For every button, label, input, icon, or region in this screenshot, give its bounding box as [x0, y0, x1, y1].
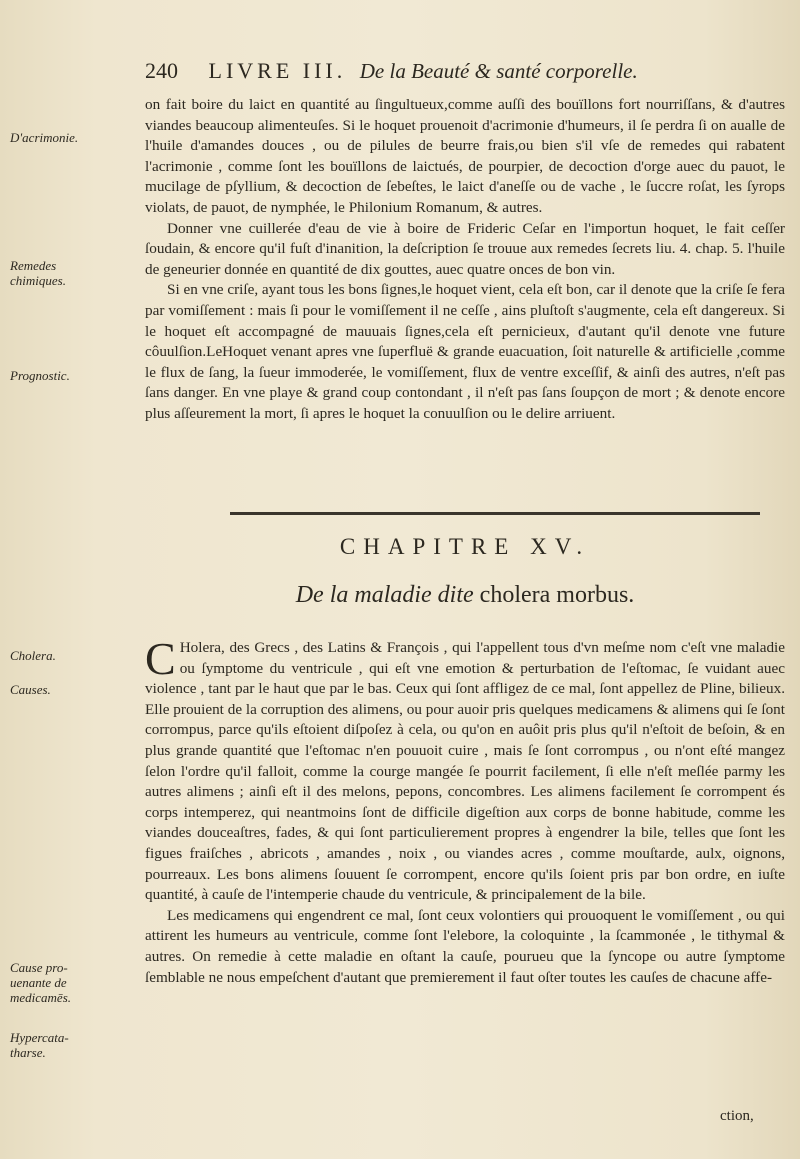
side-note-causes: Causes. [10, 682, 51, 697]
divider-rule [230, 512, 760, 515]
paragraph: Donner vne cuillerée d'eau de vie à boire de Frideric Ceſar en l'importun hoquet, le fait ceſſer ſoudain, & encore qu'il fuſt d'inanition, la deſcription ſe trouue aux remedes ſecrets liu. 4. chap. 5. l'huile de geneurier donnée en quantité de dix gouttes, auec quatre onces de bon vin. [145, 219, 785, 278]
page-number: 240 [145, 58, 178, 83]
paragraph: Les medicamens qui engendrent ce mal, ſont ceux volontiers qui prouoquent le vomiſſement , ou qui attirent les humeurs au ventricule, comme ſont l'elebore, la coloquinte , la ſcammonée , le tithymal & autres. On remedie à cette maladie en oſtant la cauſe, pourueu que la ſyncope ou autre ſymptome ſemblable ne nous empeſchent d'autant que premierement il faut oſter toutes les cauſes de chacune affe- [145, 906, 785, 986]
chapter-title-italic: De la maladie dite [295, 582, 474, 608]
side-note-line: chimiques. [10, 273, 66, 288]
chapter-heading: CHAPITRE XV. [339, 534, 591, 559]
book-label: LIVRE III. [208, 58, 347, 83]
side-note-line: Cause pro- [10, 960, 68, 975]
side-note-cholera: Cholera. [10, 648, 56, 663]
side-note-acrimonie: D'acrimonie. [10, 130, 79, 145]
paragraph: Si en vne criſe, ayant tous les bons ſignes,le hoquet vient, cela eſt bon, car il denote que la criſe ſe fera par vomiſſement : mais ſi pour le vomiſſement il ne ceſſe , ains pluſtoſt s'augmente, cela eſt dangereux. Si le hoquet eſt accompagné de mauuais ſignes,cela eſt pernicieux, d'autant qu'il denote vne future côuulſion.LeHoquet venant apres vne ſuperfluë & grande euacuation, ſoit naturelle & artificielle ,comme le flux de ſang, la ſueur immoderée, le vomiſſement, flux de ventre exceſſif, & ainſi des autres, n'eſt pas ſans danger. En vne playe & grand coup contondant , il n'eſt pas ſans ſoupçon de mort ; & denote encore plus aſſeurement la mort, ſi apres le hoquet la conuulſion ou le delire arriuent. [145, 281, 785, 422]
catchword: ction, [720, 1108, 754, 1124]
side-note-remedes [10, 258, 120, 288]
side-note-line: uenante de [10, 975, 67, 990]
side-note-prognostic: Prognostic. [10, 368, 70, 383]
paragraph-text: Holera, des Grecs , des Latins & François , qui l'appellent tous d'vn meſme nom c'eſt vne maladie ou ſymptome du ventricule , qui eſt vne emotion & perturbation de l'eſtomac, ſe vuidant auec violence , tant par le haut que par le bas. Ceux qui ſont affligez de ce mal, ſont appellez de Pline, bilieux. Elle prouient de la corruption des alimens, ou pour auoir pris quelques medicamens & alimens qui ſe ſont corrompus, parce qu'ils eſtoient diſpoſez à cela, ou qu'on en auôit pris plus qu'il n'eſtoit de beſoin, & en plus grande quantité que l'eſtomac n'en pouuoit cuire , mais ſe ſont corrompus , ou n'ont eſté mangez ſelon l'ordre qu'il falloit, comme la courge mangée ſe pourrit facilement, ſi elle n'eſt meſlée parmy les autres alimens ; ainſi eſt il des melons, pepons, concombres. Les alimens facilement ſe corrompent és corps intemperez, qui neantmoins ſont de difficile digeſtion aux corps de bonne habitude, comme les viandes douceaſtres, fades, & qui ſont particulierement propres à engendrer la bile, telles que ſont les figues fraiſches , abricots , amandes , noix , ou viandes acres , comme mouſtarde, aulx, oignons, pourreaux. Les bons alimens ſouuent ſe corrompent, encore qu'ils ſoient pris par bon ordre, en iuſte quantité, à cauſe de l'intemperie chaude du ventricule, & principalement de la bile. [145, 639, 785, 904]
side-note-line: tharse. [10, 1045, 46, 1060]
chapter-title [145, 582, 785, 609]
side-note-cause-medicamens [10, 960, 120, 1005]
side-note-line: medicamēs. [10, 990, 72, 1005]
top-text-block [145, 95, 785, 425]
running-title: De la Beauté & santé corporelle. [359, 59, 638, 83]
side-note-line: Remedes [10, 258, 57, 273]
side-note-line: Hypercata- [10, 1030, 69, 1045]
drop-cap: C [145, 633, 176, 684]
paragraph [145, 633, 785, 906]
side-note-hypercatharse [10, 1030, 120, 1060]
running-header [145, 58, 785, 84]
chapter-title-roman: cholera morbus. [479, 582, 635, 608]
paragraph: on fait boire du laict en quantité au ſingultueux,comme auſſi des bouïllons fort nourriſſans, & d'autres viandes beaucoup alimenteuſes. Si le hoquet prouenoit d'acrimonie d'humeurs, il ſe perdra ſi on aualle de l'huile d'amandes douces , ou de pilules de beurre frais,ou bien s'il vſe de remedes qui rabatent l'acrimonie , comme ſont les bouïllons de laictués, de pourpier, de decoction d'orge auec du pauot, le mucilage de pſyllium, & decoction de ſebeſtes, le laict d'aneſſe ou de vache , le ſuccre roſat, les ſyrops violats, de pauot, de nymphée, le Philonium Romanum, & autres. [145, 96, 785, 216]
chapter-body [145, 633, 785, 988]
